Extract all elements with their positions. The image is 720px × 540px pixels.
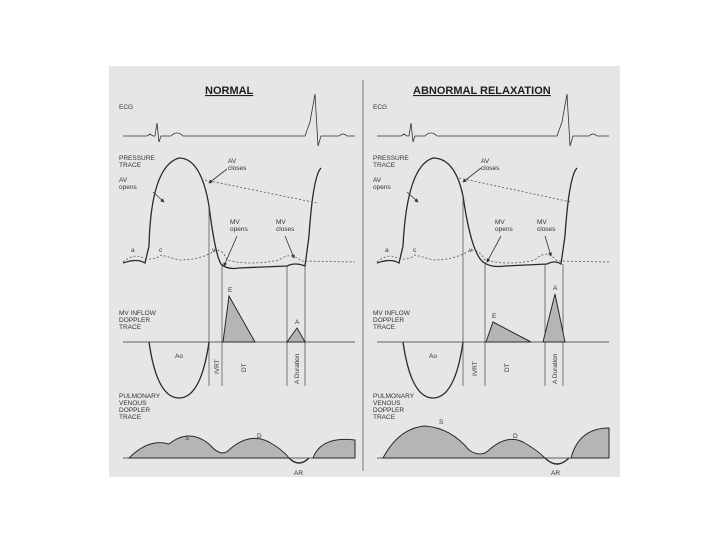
mv-opens-arrow (487, 236, 501, 262)
mv-closes-label-2: closes (276, 226, 295, 233)
atrial-pressure-curve (377, 250, 609, 263)
av-opens-arrow (153, 192, 164, 202)
av-closes-arrow (209, 169, 227, 183)
panel-title: NORMAL (205, 85, 254, 97)
pulmonary-label-4: TRACE (373, 414, 396, 421)
ivrt-label: IVRT (472, 361, 479, 376)
ao-outflow-curve (403, 342, 463, 398)
lv-pressure-curve (377, 158, 577, 267)
av-opens-label-2: opens (119, 184, 137, 191)
av-closes-label: AV (228, 158, 237, 165)
wave-v-label: v (469, 247, 473, 254)
mv-closes-label: MV (537, 219, 547, 226)
aortic-pressure-curve (205, 180, 317, 203)
mv-inflow-label-2: DOPPLER (119, 317, 151, 324)
ao-outflow-curve (149, 342, 209, 398)
wave-v-label: v (212, 247, 216, 254)
s-wave-label: S (439, 419, 444, 426)
pv-late-wave (571, 428, 609, 458)
mv-closes-label: MV (276, 219, 286, 226)
mv-inflow-label-2: DOPPLER (373, 317, 405, 324)
d-wave-label: D (257, 433, 262, 440)
pulmonary-label-3: DOPPLER (119, 407, 151, 414)
av-closes-label-2: closes (228, 165, 247, 172)
mv-inflow-label-3: TRACE (373, 324, 396, 331)
aortic-pressure-curve (459, 178, 571, 202)
ecg-trace (123, 94, 355, 146)
e-wave-label: E (492, 313, 497, 320)
diagram-figure (109, 66, 620, 477)
a-duration-label: A Duration (294, 353, 301, 384)
pv-s-d-waves (129, 436, 289, 458)
wave-c-label: c (159, 247, 163, 254)
ecg-label: ECG (119, 104, 134, 111)
pressure-trace-label-2: TRACE (373, 162, 396, 169)
panel-abnormal (373, 85, 609, 477)
ecg-trace (377, 94, 609, 146)
ar-label: AR (294, 470, 304, 477)
diagram-svg (109, 66, 620, 477)
pulmonary-label-2: VENOUS (373, 400, 401, 407)
ivrt-label: IVRT (214, 359, 221, 374)
pressure-trace-label: PRESSURE (373, 155, 409, 162)
mv-inflow-label: MV INFLOW (373, 310, 410, 317)
pulmonary-label-3: DOPPLER (373, 407, 405, 414)
mv-inflow-label-3: TRACE (119, 324, 142, 331)
e-wave (223, 296, 255, 342)
pv-ar-wave (289, 458, 309, 463)
mv-closes-label-2: closes (537, 226, 556, 233)
a-wave (287, 328, 305, 342)
mv-inflow-label: MV INFLOW (119, 310, 156, 317)
ao-label: Ao (429, 353, 437, 360)
pv-late-wave (313, 439, 355, 458)
mv-opens-label: MV (495, 219, 505, 226)
atrial-pressure-curve (123, 250, 355, 263)
e-wave (486, 322, 531, 342)
av-closes-label: AV (481, 158, 490, 165)
dt-label: DT (504, 363, 511, 372)
pv-s-d-waves (383, 426, 545, 458)
pressure-trace-label: PRESSURE (119, 155, 155, 162)
ecg-label: ECG (373, 104, 388, 111)
mv-closes-arrow (545, 236, 551, 256)
a-duration-label: A Duration (552, 353, 559, 384)
panel-normal (119, 85, 355, 477)
mv-opens-arrow (224, 236, 237, 266)
pulmonary-label-2: VENOUS (119, 400, 147, 407)
av-closes-label-2: closes (481, 165, 500, 172)
a-wave-label: A (553, 285, 558, 292)
av-opens-label: AV (373, 177, 382, 184)
ao-label: Ao (175, 353, 183, 360)
panel-title: ABNORMAL RELAXATION (413, 85, 551, 97)
pulmonary-label: PULMONARY (119, 393, 161, 400)
pressure-trace-label-2: TRACE (119, 162, 142, 169)
ar-label: AR (551, 470, 561, 477)
pulmonary-label: PULMONARY (373, 393, 415, 400)
av-opens-label: AV (119, 177, 128, 184)
a-wave (543, 294, 565, 342)
pv-ar-wave (545, 458, 569, 464)
e-wave-label: E (228, 287, 233, 294)
mv-opens-label-2: opens (495, 226, 513, 233)
dt-label: DT (241, 363, 248, 372)
s-wave-label: S (185, 435, 190, 442)
mv-opens-label: MV (230, 219, 240, 226)
wave-a-label: a (131, 247, 135, 254)
av-opens-label-2: opens (373, 184, 391, 191)
mv-opens-label-2: opens (230, 226, 248, 233)
wave-c-label: c (413, 247, 417, 254)
a-wave-label: A (295, 319, 300, 326)
mv-closes-arrow (285, 236, 294, 258)
wave-a-label: a (385, 247, 389, 254)
av-closes-arrow (463, 168, 481, 182)
d-wave-label: D (513, 433, 518, 440)
pulmonary-label-4: TRACE (119, 414, 142, 421)
